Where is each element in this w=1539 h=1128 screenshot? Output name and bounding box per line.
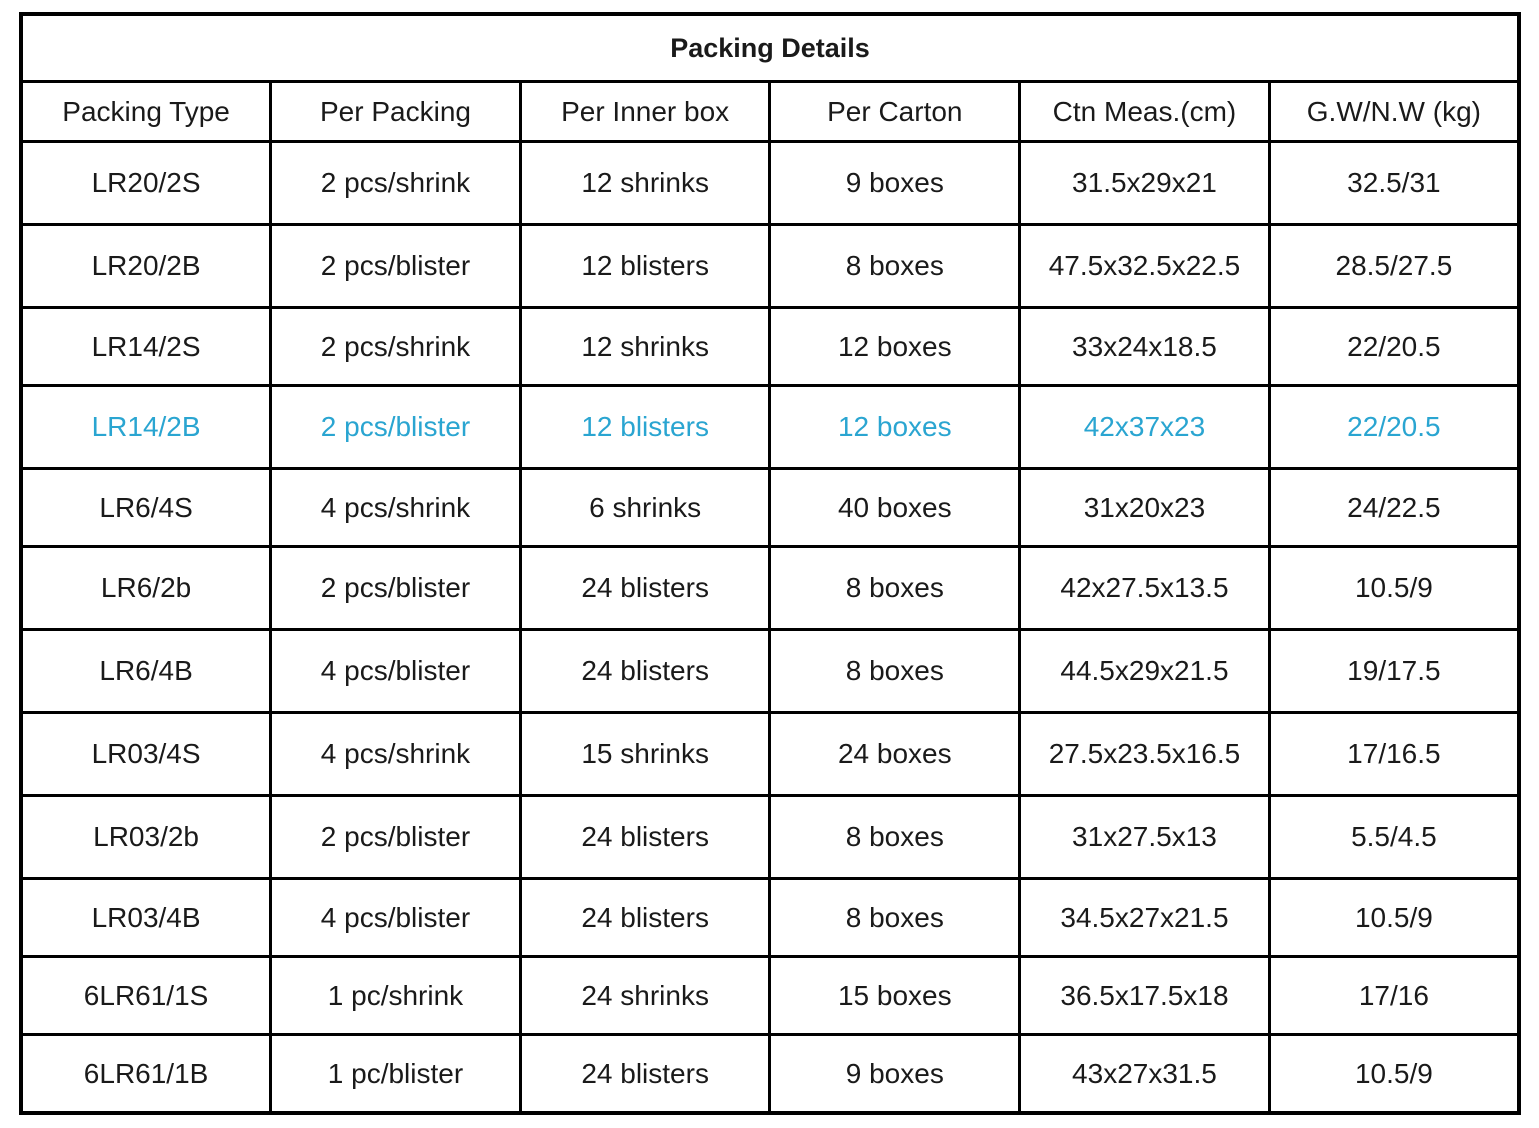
column-header-packing-type: Packing Type [21, 82, 271, 142]
cell-ctn-meas: 31x27.5x13 [1020, 796, 1270, 879]
cell-per-carton: 24 boxes [770, 713, 1020, 796]
cell-per-packing: 2 pcs/shrink [271, 142, 521, 225]
cell-per-carton: 40 boxes [770, 469, 1020, 547]
cell-gross-net-weight: 5.5/4.5 [1269, 796, 1519, 879]
cell-per-carton: 12 boxes [770, 308, 1020, 386]
cell-per-packing: 4 pcs/shrink [271, 713, 521, 796]
table-row [21, 796, 1519, 879]
cell-per-packing: 2 pcs/blister [271, 386, 521, 469]
cell-packing-type: LR14/2S [21, 308, 271, 386]
cell-ctn-meas: 42x37x23 [1020, 386, 1270, 469]
cell-per-packing: 1 pc/blister [271, 1035, 521, 1114]
column-header-per-inner-box: Per Inner box [520, 82, 770, 142]
table-row [21, 469, 1519, 547]
cell-ctn-meas: 44.5x29x21.5 [1020, 630, 1270, 713]
cell-per-packing: 2 pcs/blister [271, 225, 521, 308]
cell-packing-type: LR20/2S [21, 142, 271, 225]
cell-packing-type: LR03/2b [21, 796, 271, 879]
cell-packing-type: LR14/2B [21, 386, 271, 469]
cell-ctn-meas: 31.5x29x21 [1020, 142, 1270, 225]
cell-per-carton: 15 boxes [770, 957, 1020, 1035]
cell-per-inner-box: 24 blisters [520, 547, 770, 630]
cell-gross-net-weight: 17/16.5 [1269, 713, 1519, 796]
cell-packing-type: LR6/2b [21, 547, 271, 630]
cell-per-packing: 1 pc/shrink [271, 957, 521, 1035]
table-row [21, 386, 1519, 469]
table-body [21, 142, 1519, 1114]
packing-details-table-container [19, 12, 1521, 1110]
table-row [21, 630, 1519, 713]
cell-per-inner-box: 24 blisters [520, 879, 770, 957]
table-row [21, 225, 1519, 308]
cell-gross-net-weight: 32.5/31 [1269, 142, 1519, 225]
packing-details-table [19, 12, 1521, 1115]
cell-ctn-meas: 36.5x17.5x18 [1020, 957, 1270, 1035]
table-row [21, 879, 1519, 957]
cell-ctn-meas: 34.5x27x21.5 [1020, 879, 1270, 957]
cell-gross-net-weight: 10.5/9 [1269, 547, 1519, 630]
cell-gross-net-weight: 22/20.5 [1269, 386, 1519, 469]
cell-gross-net-weight: 22/20.5 [1269, 308, 1519, 386]
cell-per-inner-box: 24 blisters [520, 796, 770, 879]
title-row [21, 14, 1519, 82]
cell-per-inner-box: 24 blisters [520, 1035, 770, 1114]
cell-per-packing: 4 pcs/blister [271, 879, 521, 957]
cell-gross-net-weight: 24/22.5 [1269, 469, 1519, 547]
cell-per-inner-box: 6 shrinks [520, 469, 770, 547]
column-header-ctn-meas: Ctn Meas.(cm) [1020, 82, 1270, 142]
table-row [21, 1035, 1519, 1114]
cell-per-carton: 12 boxes [770, 386, 1020, 469]
cell-packing-type: 6LR61/1B [21, 1035, 271, 1114]
table-title: Packing Details [21, 14, 1519, 82]
column-header-per-packing: Per Packing [271, 82, 521, 142]
cell-packing-type: 6LR61/1S [21, 957, 271, 1035]
cell-per-packing: 4 pcs/blister [271, 630, 521, 713]
cell-per-inner-box: 12 blisters [520, 386, 770, 469]
cell-per-inner-box: 24 shrinks [520, 957, 770, 1035]
cell-ctn-meas: 42x27.5x13.5 [1020, 547, 1270, 630]
cell-per-inner-box: 12 blisters [520, 225, 770, 308]
cell-per-carton: 8 boxes [770, 225, 1020, 308]
cell-per-inner-box: 12 shrinks [520, 142, 770, 225]
cell-gross-net-weight: 28.5/27.5 [1269, 225, 1519, 308]
cell-ctn-meas: 43x27x31.5 [1020, 1035, 1270, 1114]
cell-ctn-meas: 47.5x32.5x22.5 [1020, 225, 1270, 308]
table-row [21, 957, 1519, 1035]
column-header-gross-net-weight: G.W/N.W (kg) [1269, 82, 1519, 142]
cell-per-inner-box: 15 shrinks [520, 713, 770, 796]
cell-per-packing: 2 pcs/shrink [271, 308, 521, 386]
cell-per-inner-box: 24 blisters [520, 630, 770, 713]
cell-per-carton: 9 boxes [770, 1035, 1020, 1114]
table-row [21, 142, 1519, 225]
cell-per-packing: 4 pcs/shrink [271, 469, 521, 547]
cell-ctn-meas: 33x24x18.5 [1020, 308, 1270, 386]
column-header-per-carton: Per Carton [770, 82, 1020, 142]
cell-gross-net-weight: 19/17.5 [1269, 630, 1519, 713]
cell-per-packing: 2 pcs/blister [271, 547, 521, 630]
cell-per-carton: 8 boxes [770, 796, 1020, 879]
cell-packing-type: LR03/4B [21, 879, 271, 957]
cell-gross-net-weight: 10.5/9 [1269, 879, 1519, 957]
table-row [21, 308, 1519, 386]
cell-per-packing: 2 pcs/blister [271, 796, 521, 879]
table-row [21, 713, 1519, 796]
cell-gross-net-weight: 10.5/9 [1269, 1035, 1519, 1114]
cell-per-carton: 8 boxes [770, 879, 1020, 957]
cell-per-carton: 9 boxes [770, 142, 1020, 225]
cell-ctn-meas: 31x20x23 [1020, 469, 1270, 547]
table-row [21, 547, 1519, 630]
cell-packing-type: LR03/4S [21, 713, 271, 796]
cell-per-carton: 8 boxes [770, 547, 1020, 630]
cell-per-inner-box: 12 shrinks [520, 308, 770, 386]
cell-packing-type: LR20/2B [21, 225, 271, 308]
cell-gross-net-weight: 17/16 [1269, 957, 1519, 1035]
cell-ctn-meas: 27.5x23.5x16.5 [1020, 713, 1270, 796]
header-row [21, 82, 1519, 142]
cell-per-carton: 8 boxes [770, 630, 1020, 713]
cell-packing-type: LR6/4S [21, 469, 271, 547]
cell-packing-type: LR6/4B [21, 630, 271, 713]
